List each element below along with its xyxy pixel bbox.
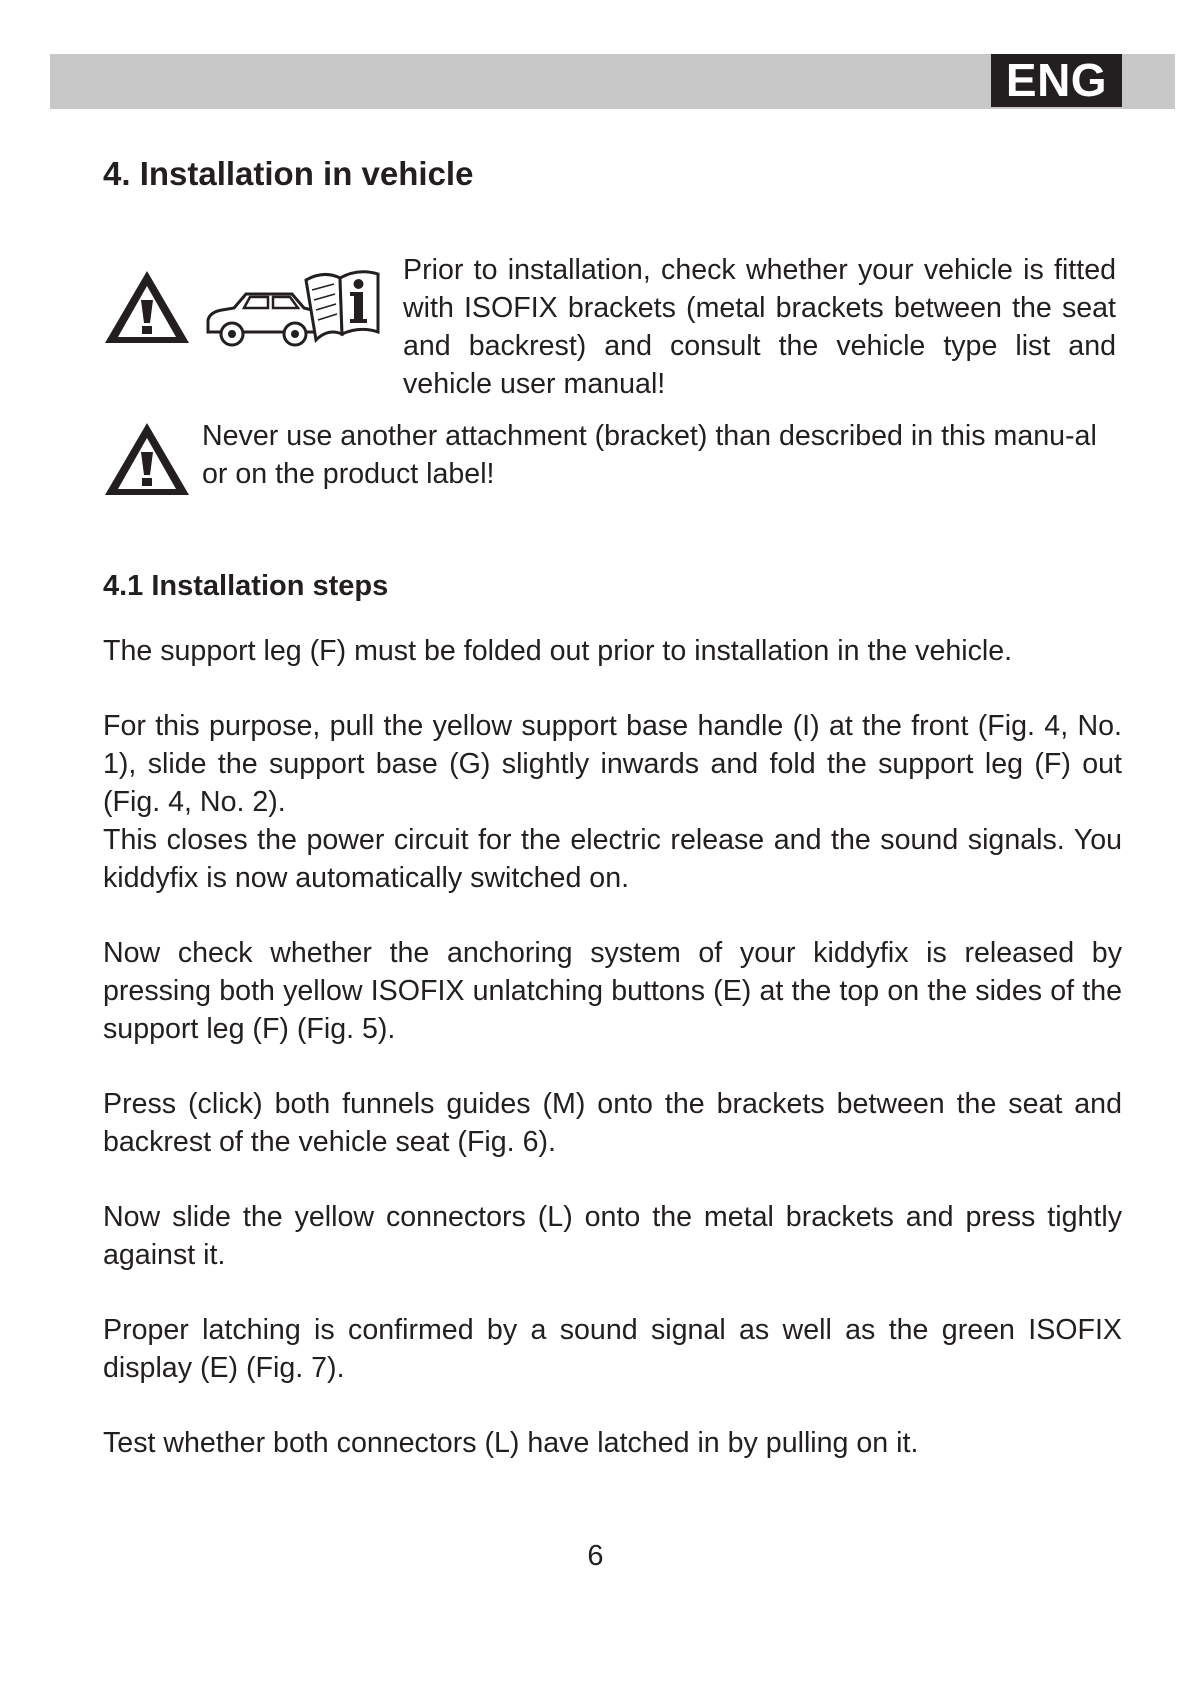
paragraph: Now slide the yellow connectors (L) onto the metal brackets and press tightly against it. <box>103 1201 1122 1271</box>
paragraph: Test whether both connectors (L) have latched in by pulling on it. <box>103 1427 919 1459</box>
warning-text-isofix-check: Prior to installation, check whether your vehicle is fitted with ISOFIX brackets (metal brackets between the seat and backrest) and consult the vehicle type list and vehicle user manual! <box>403 254 1116 400</box>
subsection-title: 4.1 Installation steps <box>103 570 389 602</box>
car-manual-icon <box>204 262 384 358</box>
paragraph: Press (click) both funnels guides (M) onto the brackets between the seat and backrest of the vehicle seat (Fig. 6). <box>103 1088 1122 1158</box>
paragraph: Proper latching is confirmed by a sound signal as well as the green ISOFIX display (E) (Fig. 7). <box>103 1314 1122 1384</box>
paragraph: Now check whether the anchoring system of your kiddyfix is released by pressing both yellow ISOFIX unlatching buttons (E) at the top on the sides of the support leg (F) (Fig. 5). <box>103 937 1122 1045</box>
warning-triangle-icon <box>103 268 191 346</box>
paragraph: This closes the power circuit for the electric release and the sound signals. You kiddyfix is now automatically switched on. <box>103 824 1122 894</box>
warning-text-attachment: Never use another attachment (bracket) than described in this manu-al or on the product label! <box>202 420 1097 490</box>
language-badge: ENG <box>991 54 1122 107</box>
page-number: 6 <box>587 1540 604 1572</box>
paragraph: The support leg (F) must be folded out prior to installation in the vehicle. <box>103 635 1013 667</box>
paragraph: For this purpose, pull the yellow support base handle (I) at the front (Fig. 4, No. 1), slide the support base (G) slightly inwards and fold the support leg (F) out (Fig. 4, No. 2). <box>103 710 1122 818</box>
warning-triangle-icon <box>103 420 191 498</box>
section-title: 4. Installation in vehicle <box>103 155 474 192</box>
